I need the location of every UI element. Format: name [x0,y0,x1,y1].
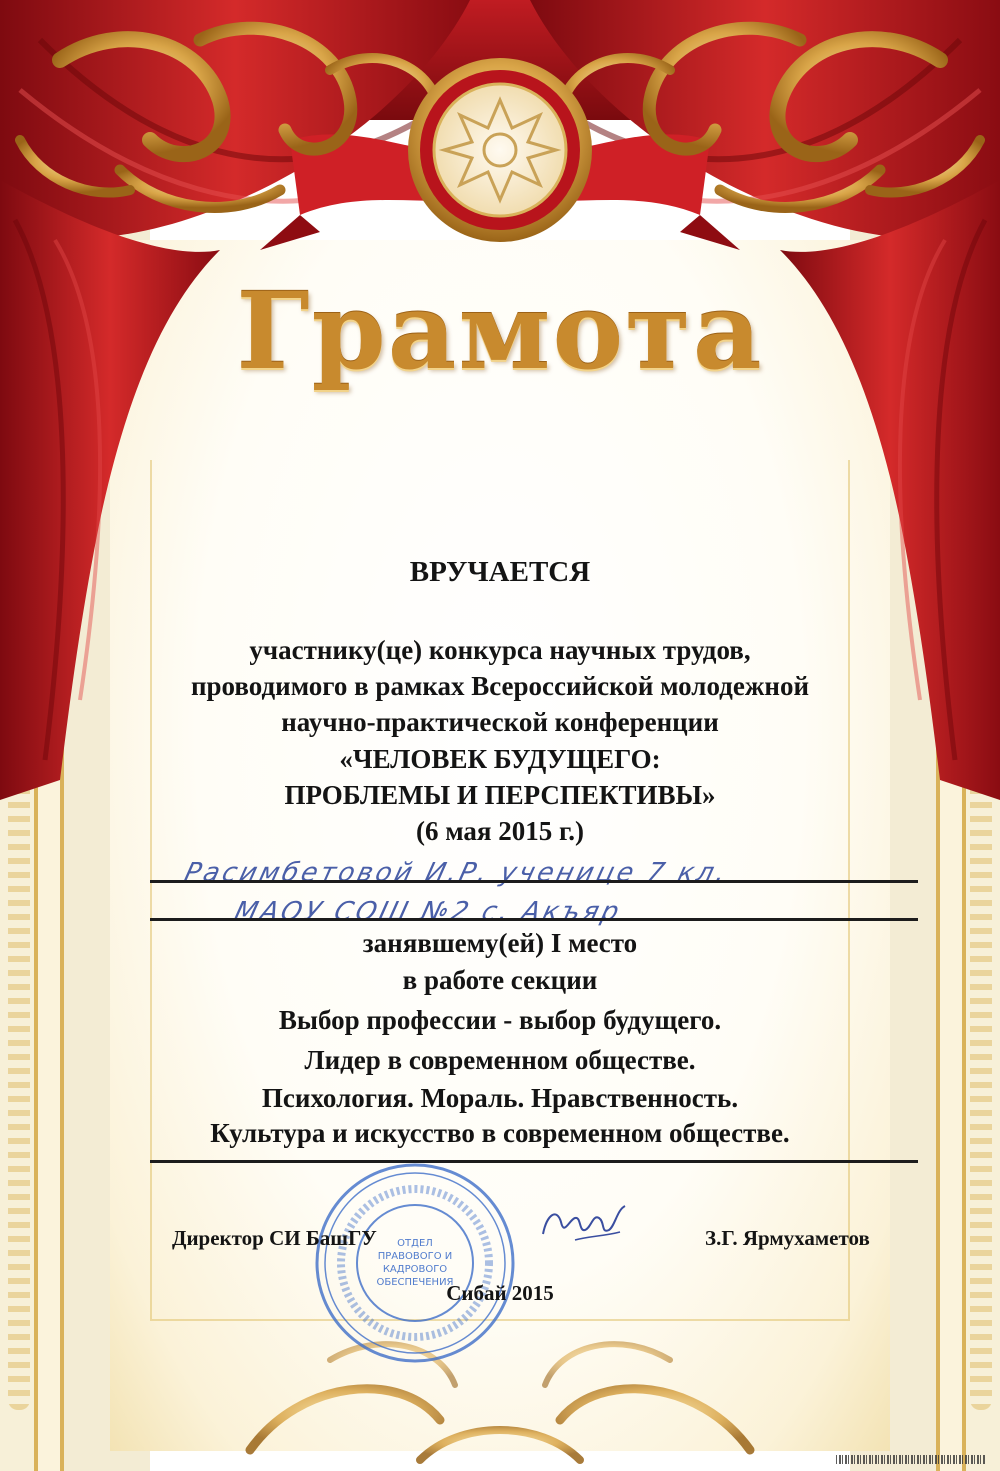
intro-line: участнику(це) конкурса научных трудов, [249,635,751,665]
certificate-title: Грамота [236,268,764,393]
stamp-line: ОБЕСПЕЧЕНИЯ [376,1277,454,1288]
recipient-handwritten-line1: Расимбетовой И.Р. ученице 7 кл. [181,858,732,888]
intro-line: проводимого в рамках Всероссийской молодежной [190,671,810,701]
section-line: Лидер в современном обществе. [304,1045,696,1075]
conference-title-line: ПРОБЛЕМЫ И ПЕРСПЕКТИВЫ» [284,780,716,810]
stamp-line: ОТДЕЛ [397,1238,433,1249]
conference-title-line: «ЧЕЛОВЕК БУДУЩЕГО: [339,744,661,774]
director-signature [535,1196,630,1251]
recipient-underline-1 [150,880,918,883]
awarded-heading: ВРУЧАЕТСЯ [409,556,591,588]
city-year: Сибай 2015 [446,1281,554,1305]
stamp-line: КАДРОВОГО [382,1264,448,1275]
section-line: в работе секции [402,965,598,995]
medallion [408,58,592,242]
section-underline [150,1160,918,1163]
section-line: Культура и искусство в современном обществе. [210,1118,790,1148]
stamp-line: ПРАВОВОГО И [377,1251,453,1262]
place-line: занявшему(ей) I место [362,928,638,958]
conference-date: (6 мая 2015 г.) [415,816,584,846]
section-line: Выбор профессии - выбор будущего. [278,1005,722,1035]
scan-barcode-strip [836,1455,986,1464]
signer-name: З.Г. Ярмухаметов [705,1226,870,1250]
intro-line: научно-практической конференции [281,707,719,737]
recipient-underline-2 [150,918,918,921]
section-line: Психология. Мораль. Нравственность. [261,1083,739,1113]
director-title: Директор СИ БашГУ [172,1226,377,1250]
recipient-handwritten-line2: МАОУ СОШ №2 с. Акъяр [231,897,625,927]
round-seal-stamp [310,1158,520,1368]
